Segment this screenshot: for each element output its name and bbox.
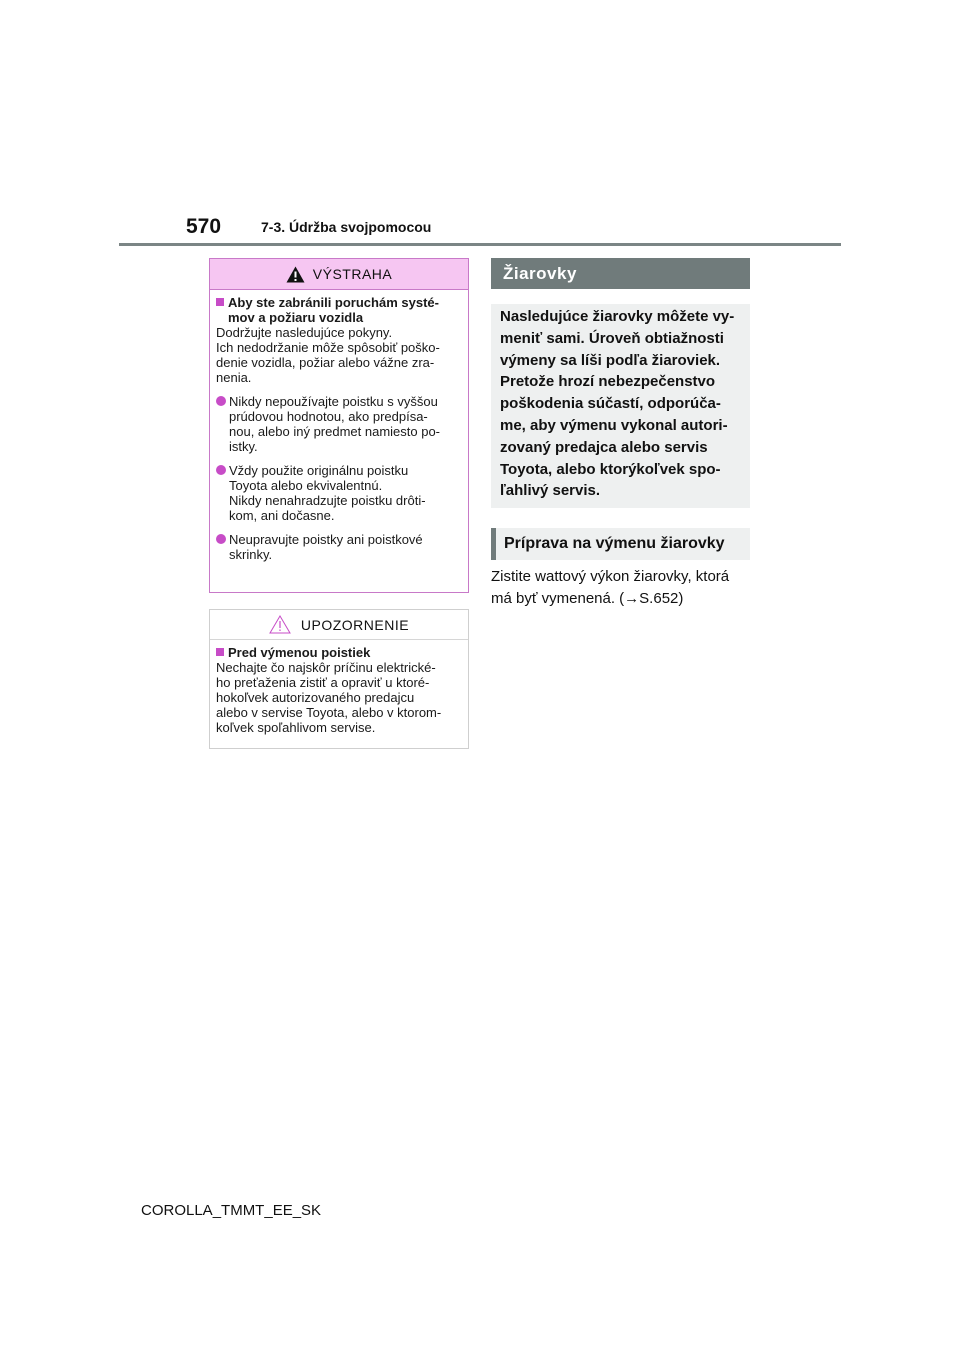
- caution-text: Nechajte čo najskôr príčinu elektrické- ho preťaženia zistiť a opraviť u ktoré- hokoľvek autorizovaného predajcu alebo v servise Toyota, alebo v ktorom- koľvek spoľahlivom servise.: [216, 660, 442, 735]
- list-item: Neupravujte poistky ani poistkové skrinky.: [216, 532, 462, 562]
- list-item: Nikdy nepoužívajte poistku s vyššou prúdovou hodnotou, ako predpísa- nou, alebo iný predmet namiesto po- istky.: [216, 394, 462, 454]
- caution-section-title: Pred výmenou poistiek: [216, 645, 462, 660]
- warning-box: [209, 258, 469, 593]
- caution-body: [210, 640, 468, 735]
- warning-body: [210, 290, 468, 562]
- warning-triangle-icon: [286, 266, 305, 283]
- chapter-title: 7-3. Údržba svojpomocou: [261, 219, 432, 235]
- preparation-text: Zistite wattový výkon žiarovky, ktorá má byť vymenená. (→S.652): [491, 568, 730, 607]
- square-bullet-icon: [216, 648, 224, 656]
- square-bullet-icon: [216, 298, 224, 306]
- footer-doc-code: COROLLA_TMMT_EE_SK: [141, 1202, 322, 1219]
- list-item: Vždy použite originálnu poistku Toyota alebo ekvivalentnú. Nikdy nenahradzujte poistku drôti- kom, ani dočasne.: [216, 463, 462, 523]
- round-bullet-icon: [216, 396, 226, 406]
- page-header: [0, 0, 960, 250]
- caution-box-header: [210, 610, 468, 640]
- subheading-preparation: Príprava na výmenu žiarovky: [491, 528, 750, 560]
- caution-box: [209, 609, 469, 749]
- warning-intro: Dodržujte nasledujúce pokyny. Ich nedodržanie môže spôsobiť poško- denie vozidla, požiar alebo vážne zra- nenia.: [216, 325, 440, 385]
- round-bullet-icon: [216, 534, 226, 544]
- round-bullet-icon: [216, 465, 226, 475]
- warning-box-header: [210, 259, 468, 290]
- page-number: 570: [186, 215, 222, 238]
- caution-triangle-icon: [269, 615, 291, 634]
- bulbs-intro: Nasledujúce žiarovky môžete vy- meniť sami. Úroveň obtiažnosti výmeny sa líši podľa žiaroviek. Pretože hrozí nebezpečenstvo poškodenia súčastí, odporúča- me, aby výmenu vykonal autori- zovaný predajca alebo servis Toyota, alebo ktorýkoľvek spo- ľahlivý servis.: [491, 304, 750, 508]
- header-rule: [119, 243, 841, 246]
- section-heading-bulbs: Žiarovky: [491, 258, 750, 289]
- caution-title: UPOZORNENIE: [300, 616, 410, 633]
- warning-section-title: Aby ste zabránili poruchám systé- mov a požiaru vozidla: [216, 295, 462, 325]
- warning-title: VÝSTRAHA: [312, 266, 393, 282]
